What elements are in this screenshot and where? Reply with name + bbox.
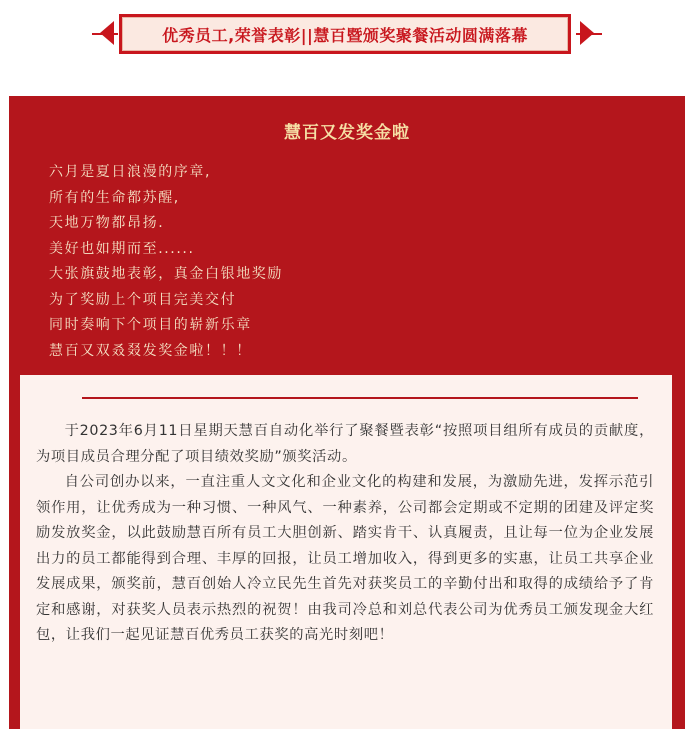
poem-line: 慧百又双叒叕发奖金啦！！！ xyxy=(49,342,252,359)
poem-line: 六月是夏日浪漫的序章, xyxy=(49,164,212,180)
article-paragraph: 自公司创办以来，一直注重人文文化和企业文化的构建和发展，为激励先进，发挥示范引领作用，让优秀成为一种习惯、一种风气、一种素养，公司都会定期或不定期的团建及评定奖励发放奖金，以此鼓励慧百所有员工大胆创新、踏实肯干、认真履责，且让每一位为企业发展出力的员工都能得到合理、丰厚的回报，让员工增加收入，得到更多的实惠，让员工共享企业发展成果，颁奖前，慧百创始人冷立民先生首先对获奖员工的辛勤付出和取得的成绩给予了肯定和感谢，对获奖人员表示热烈的祝贺！由我司冷总和刘总代表公司为优秀员工颁发现金大红包，让我们一起见证慧百优秀员工获奖的高光时刻吧！ xyxy=(36,474,654,643)
poem-line: 所有的生命都苏醒, xyxy=(49,189,180,206)
poem-line: 美好也如期而至...... xyxy=(49,240,195,257)
card-divider xyxy=(82,397,638,399)
poem-line: 天地万物都昂扬. xyxy=(49,215,165,231)
title-banner-area xyxy=(0,0,694,70)
title-banner xyxy=(119,14,571,54)
poem-line: 大张旗鼓地表彰，真金白银地奖励 xyxy=(49,266,283,282)
banner-right-rule xyxy=(576,33,602,35)
article-card xyxy=(20,375,672,729)
poem-line: 为了奖励上个项目完美交付 xyxy=(49,291,237,308)
section-heading: 慧百又发奖金啦 xyxy=(284,123,410,143)
article-body xyxy=(36,419,654,649)
poem xyxy=(49,160,283,364)
article-paragraph: 于2023年6月11日星期天慧百自动化举行了聚餐暨表彰“按照项目组所有成员的贡献度，为项目成员合理分配了项目绩效奖励”颁奖活动。 xyxy=(36,423,654,465)
banner-title: 优秀员工,荣誉表彰||慧百暨颁奖聚餐活动圆满落幕 xyxy=(122,17,568,51)
banner-left-arrow-icon xyxy=(100,21,114,45)
poem-line: 同时奏响下个项目的崭新乐章 xyxy=(49,317,252,333)
